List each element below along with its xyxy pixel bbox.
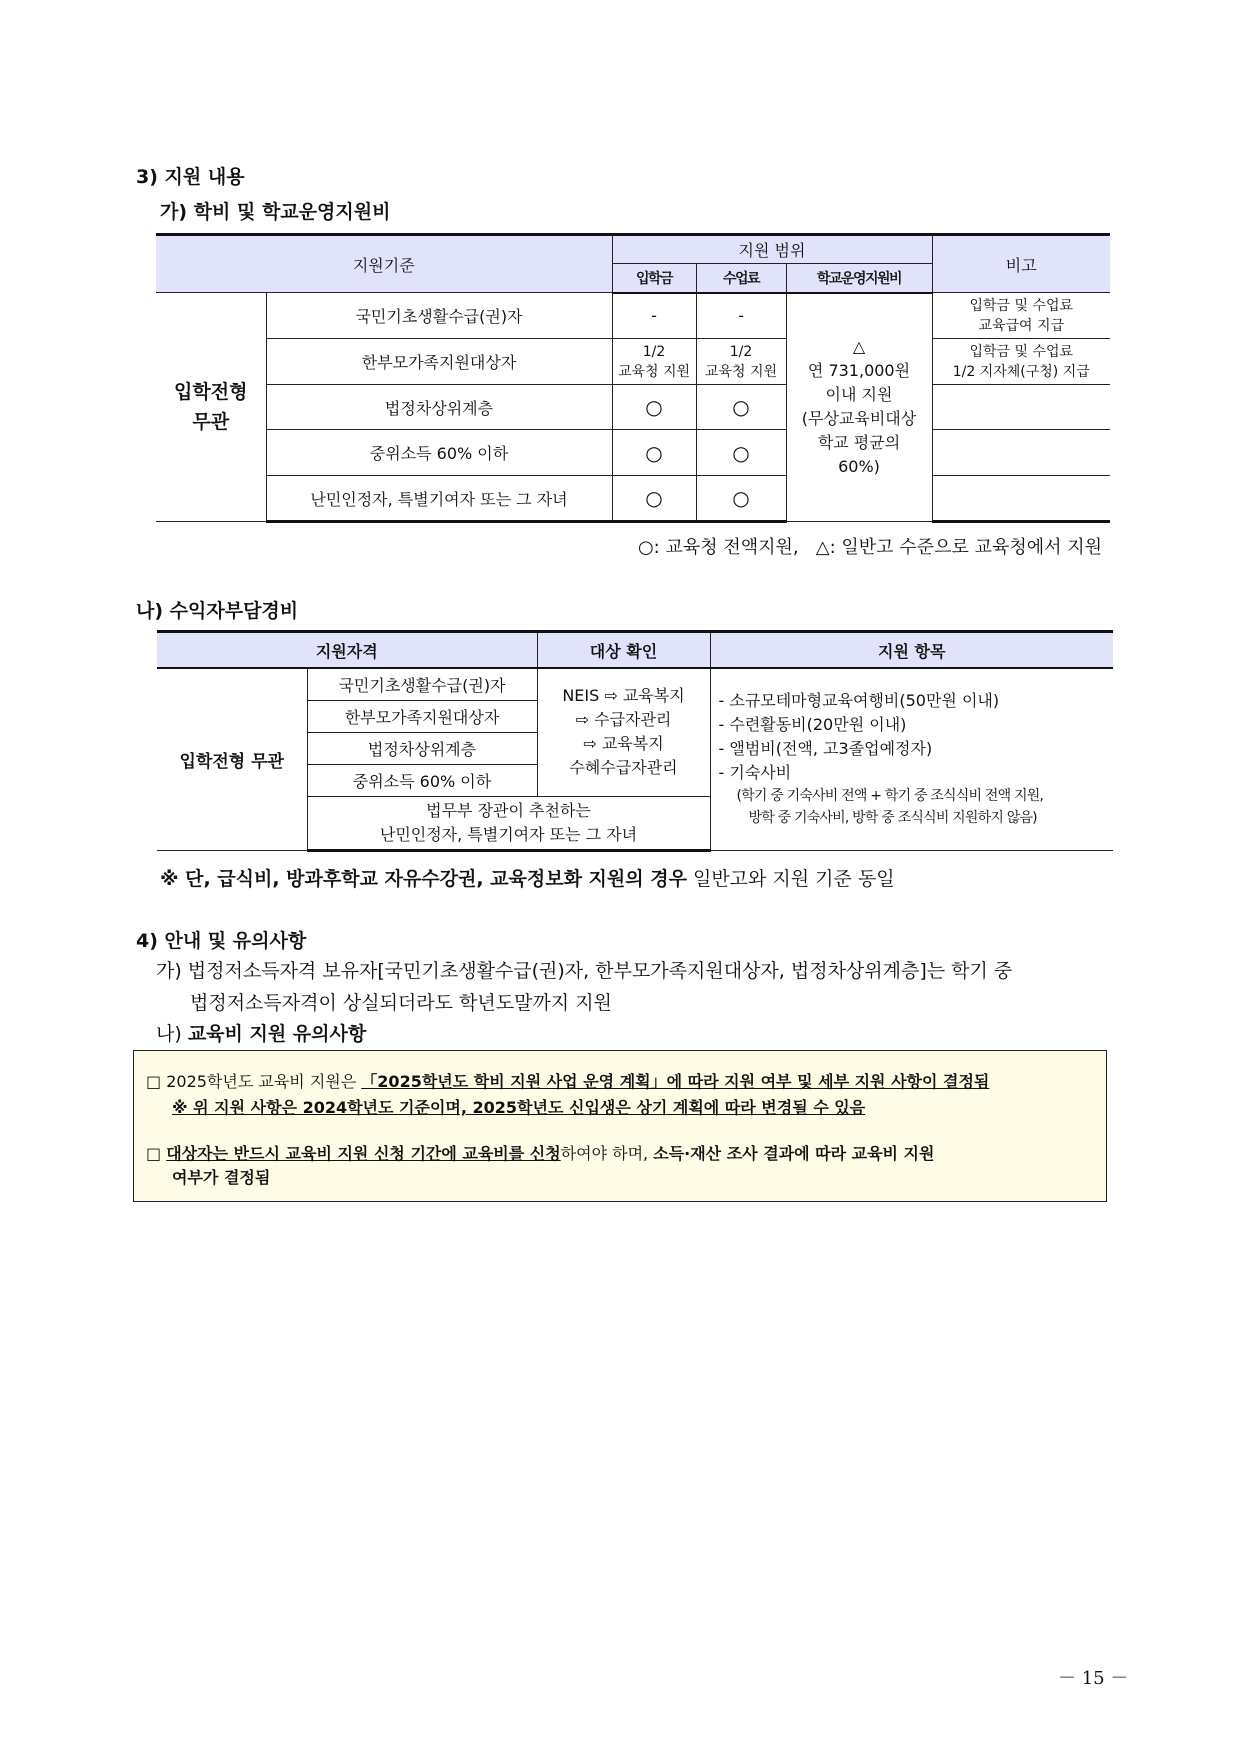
header-criteria: 지원기준 — [156, 235, 612, 293]
entrance-cell: ○ — [612, 385, 696, 430]
section-4-title: 4) 안내 및 유의사항 — [136, 930, 307, 952]
section-3-title: 3) 지원 내용 — [136, 166, 245, 188]
notice-line-4: 여부가 결정됨 — [172, 1168, 271, 1187]
group-cell: 입학전형 무관 — [156, 293, 266, 522]
header-operation: 학교운영지원비 — [786, 264, 932, 293]
entrance-cell: ○ — [612, 476, 696, 522]
table-row — [156, 430, 1110, 476]
table-row — [157, 668, 1113, 700]
beneficiary-expense-table — [157, 630, 1113, 852]
remark-cell: 입학금 및 수업료 1/2 지자체(구청) 지급 — [932, 339, 1110, 385]
group-cell: 입학전형 무관 — [157, 668, 307, 850]
criteria-cell: 국민기초생활수급(권)자 — [266, 293, 612, 339]
entrance-cell: ○ — [612, 430, 696, 476]
check-cell: NEIS ⇨ 교육복지 ⇨ 수급자관리 ⇨ 교육복지 수혜수급자관리 — [537, 668, 710, 796]
page-number: － 15 － — [1058, 1668, 1129, 1689]
operation-cell: △ 연 731,000원 이내 지원 (무상교육비대상 학교 평균의 60%) — [786, 293, 932, 522]
table-row — [156, 385, 1110, 430]
remark-cell — [932, 430, 1110, 476]
header-items: 지원 항목 — [710, 632, 1113, 669]
qualification-cell: 국민기초생활수급(권)자 — [307, 668, 537, 700]
criteria-cell: 법정차상위계층 — [266, 385, 612, 430]
entrance-cell: 1/2 교육청 지원 — [612, 339, 696, 385]
notice-line-1: □ 2025학년도 교육비 지원은 「2025학년도 학비 지원 사업 운영 계획」에 따라 지원 여부 및 세부 지원 사항이 결정됨 — [146, 1072, 990, 1091]
tuition-cell: ○ — [696, 476, 786, 522]
notice-line-2: ※ 위 지원 사항은 2024학년도 기준이며, 2025학년도 신입생은 상기 계획에 따라 변경될 수 있음 — [172, 1098, 866, 1117]
qualification-cell: 중위소득 60% 이하 — [307, 764, 537, 796]
qualification-cell: 법정차상위계층 — [307, 732, 537, 764]
criteria-cell: 한부모가족지원대상자 — [266, 339, 612, 385]
item-1: - 수련활동비(20만원 이내) — [718, 715, 907, 735]
qualification-cell: 한부모가족지원대상자 — [307, 700, 537, 732]
header-remark: 비고 — [932, 235, 1110, 293]
section-3b-title: 나) 수익자부담경비 — [136, 600, 299, 622]
notice-line-3: □ 대상자는 반드시 교육비 지원 신청 기간에 교육비를 신청하여야 하며, 소득·재산 조사 결과에 따라 교육비 지원 — [146, 1144, 935, 1163]
tuition-cell: ○ — [696, 430, 786, 476]
qualification-cell: 법무부 장관이 추천하는 난민인정자, 특별기여자 또는 그 자녀 — [307, 796, 710, 850]
remark-cell: 입학금 및 수업료 교육급여 지급 — [932, 293, 1110, 339]
criteria-cell: 난민인정자, 특별기여자 또는 그 자녀 — [266, 476, 612, 522]
header-tuition: 수업료 — [696, 264, 786, 293]
section-4a-text: 가) 법정저소득자격 보유자[국민기초생활수급(권)자, 한부모가족지원대상자, 법정차상위계층]는 학기 중 법정저소득자격이 상실되더라도 학년도말까지 지원 — [156, 960, 1013, 1014]
header-check: 대상 확인 — [537, 632, 710, 669]
item-3: - 기숙사비 — [718, 763, 792, 783]
table-row — [156, 339, 1110, 385]
header-qualification: 지원자격 — [157, 632, 537, 669]
remark-cell — [932, 385, 1110, 430]
tuition-support-table — [156, 233, 1110, 523]
items-cell: - 소규모테마형교육여행비(50만원 이내) - 수련활동비(20만원 이내) - 앨범비(전액, 고3졸업예정자) - 기숙사비 (학기 중 기숙사비 전액 + 학기 중 조식식비 전액 지원, 방학 중 기숙사비, 방학 중 조식식비 지원하지 않음) — [710, 668, 1113, 850]
tuition-cell: 1/2 교육청 지원 — [696, 339, 786, 385]
entrance-cell: - — [612, 293, 696, 339]
table-row — [156, 476, 1110, 522]
criteria-cell: 중위소득 60% 이하 — [266, 430, 612, 476]
remark-cell — [932, 476, 1110, 522]
note: ※ 단, 급식비, 방과후학교 자유수강권, 교육정보화 지원의 경우 일반고와 지원 기준 동일 — [160, 868, 895, 890]
header-range: 지원 범위 — [612, 235, 932, 264]
tuition-cell: - — [696, 293, 786, 339]
section-4b-title: 나) 교육비 지원 유의사항 — [156, 1023, 367, 1045]
table-row — [156, 293, 1110, 339]
tuition-cell: ○ — [696, 385, 786, 430]
item-2: - 앨범비(전액, 고3졸업예정자) — [718, 739, 933, 759]
section-3a-title: 가) 학비 및 학교운영지원비 — [160, 201, 391, 223]
legend: ○: 교육청 전액지원, △: 일반고 수준으로 교육청에서 지원 — [637, 537, 1102, 558]
item-0: - 소규모테마형교육여행비(50만원 이내) — [718, 691, 1000, 711]
notice-box — [133, 1050, 1107, 1202]
header-entrance: 입학금 — [612, 264, 696, 293]
